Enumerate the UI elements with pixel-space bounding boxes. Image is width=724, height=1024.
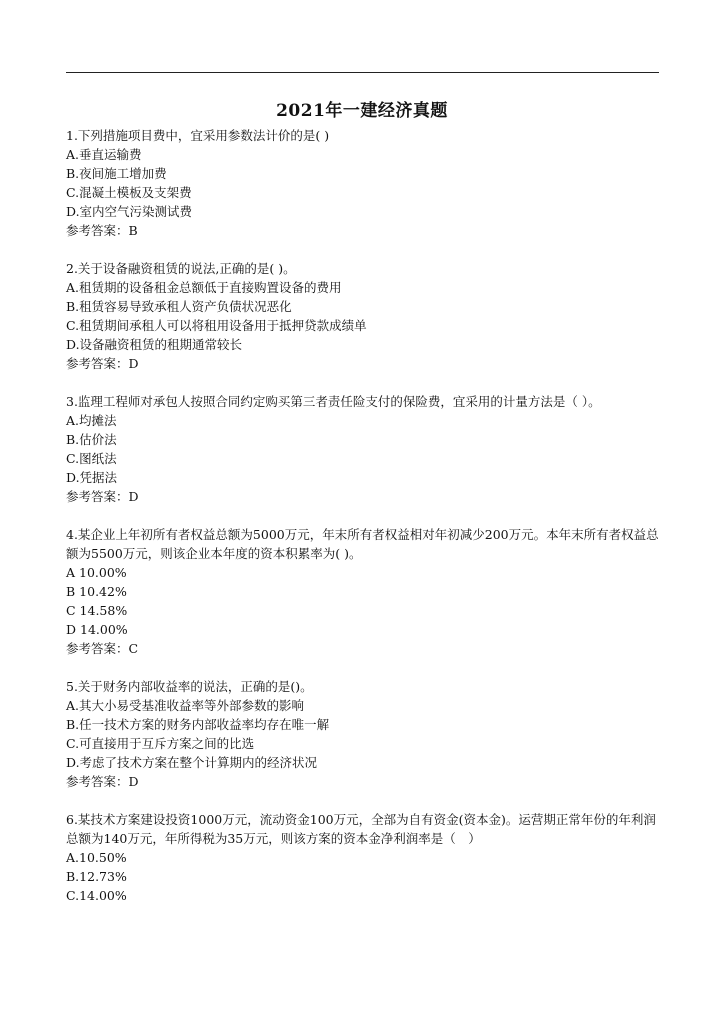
question-stem: 4.某企业上年初所有者权益总额为5000万元，年末所有者权益相对年初减少200万元。本年末所有者权益总额为5500万元，则该企业本年度的资本积累率为( )。 [66, 527, 659, 561]
option-a: A.其大小易受基准收益率等外部参数的影响 [66, 698, 305, 713]
option-a: A.10.50% [66, 850, 127, 865]
answer: 参考答案：D [66, 774, 139, 789]
option-c: C 14.58% [66, 603, 128, 618]
option-b: B.租赁容易导致承租人资产负债状况恶化 [66, 299, 292, 314]
question-list [66, 126, 659, 924]
answer: 参考答案：C [66, 641, 139, 656]
page-title: 2021年一建经济真题 [276, 101, 448, 121]
option-a: A.均摊法 [66, 413, 117, 428]
option-c: C.租赁期间承租人可以将租用设备用于抵押贷款成绩单 [66, 318, 367, 333]
question-1 [66, 126, 659, 240]
option-c: C.混凝土模板及支架费 [66, 185, 192, 200]
option-d: D 14.00% [66, 622, 128, 637]
question-stem: 1.下列措施项目费中，宜采用参数法计价的是( ) [66, 128, 330, 143]
question-stem: 6.某技术方案建设投资1000万元，流动资金100万元，全部为自有资金(资本金)。运营期正常年份的年利润总额为140万元，年所得税为35万元，则该方案的资本金净利润率是（ ） [66, 812, 656, 846]
question-4 [66, 525, 659, 658]
option-b: B 10.42% [66, 584, 127, 599]
option-c: C.14.00% [66, 888, 127, 903]
option-a: A.租赁期的设备租金总额低于直接购置设备的费用 [66, 280, 342, 295]
question-stem: 2.关于设备融资租赁的说法,正确的是( )。 [66, 261, 296, 276]
question-6 [66, 810, 659, 905]
option-a: A.垂直运输费 [66, 147, 142, 162]
option-b: B.任一技术方案的财务内部收益率均存在唯一解 [66, 717, 330, 732]
option-b: B.夜间施工增加费 [66, 166, 167, 181]
answer: 参考答案：D [66, 356, 139, 371]
option-c: C.可直接用于互斥方案之间的比选 [66, 736, 255, 751]
answer: 参考答案：D [66, 489, 139, 504]
question-stem: 5.关于财务内部收益率的说法，正确的是()。 [66, 679, 313, 694]
question-stem: 3.监理工程师对承包人按照合同约定购买第三者责任险支付的保险费，宜采用的计量方法是（ ）。 [66, 394, 601, 409]
question-3 [66, 392, 659, 506]
option-d: D.凭据法 [66, 470, 118, 485]
answer: 参考答案：B [66, 223, 138, 238]
option-b: B.估价法 [66, 432, 117, 447]
option-a: A 10.00% [66, 565, 127, 580]
option-d: D.设备融资租赁的租期通常较长 [66, 337, 243, 352]
question-2 [66, 259, 659, 373]
header-rule [66, 72, 659, 73]
question-5 [66, 677, 659, 791]
option-c: C.图纸法 [66, 451, 117, 466]
option-b: B.12.73% [66, 869, 127, 884]
option-d: D.室内空气污染测试费 [66, 204, 193, 219]
option-d: D.考虑了技术方案在整个计算期内的经济状况 [66, 755, 318, 770]
